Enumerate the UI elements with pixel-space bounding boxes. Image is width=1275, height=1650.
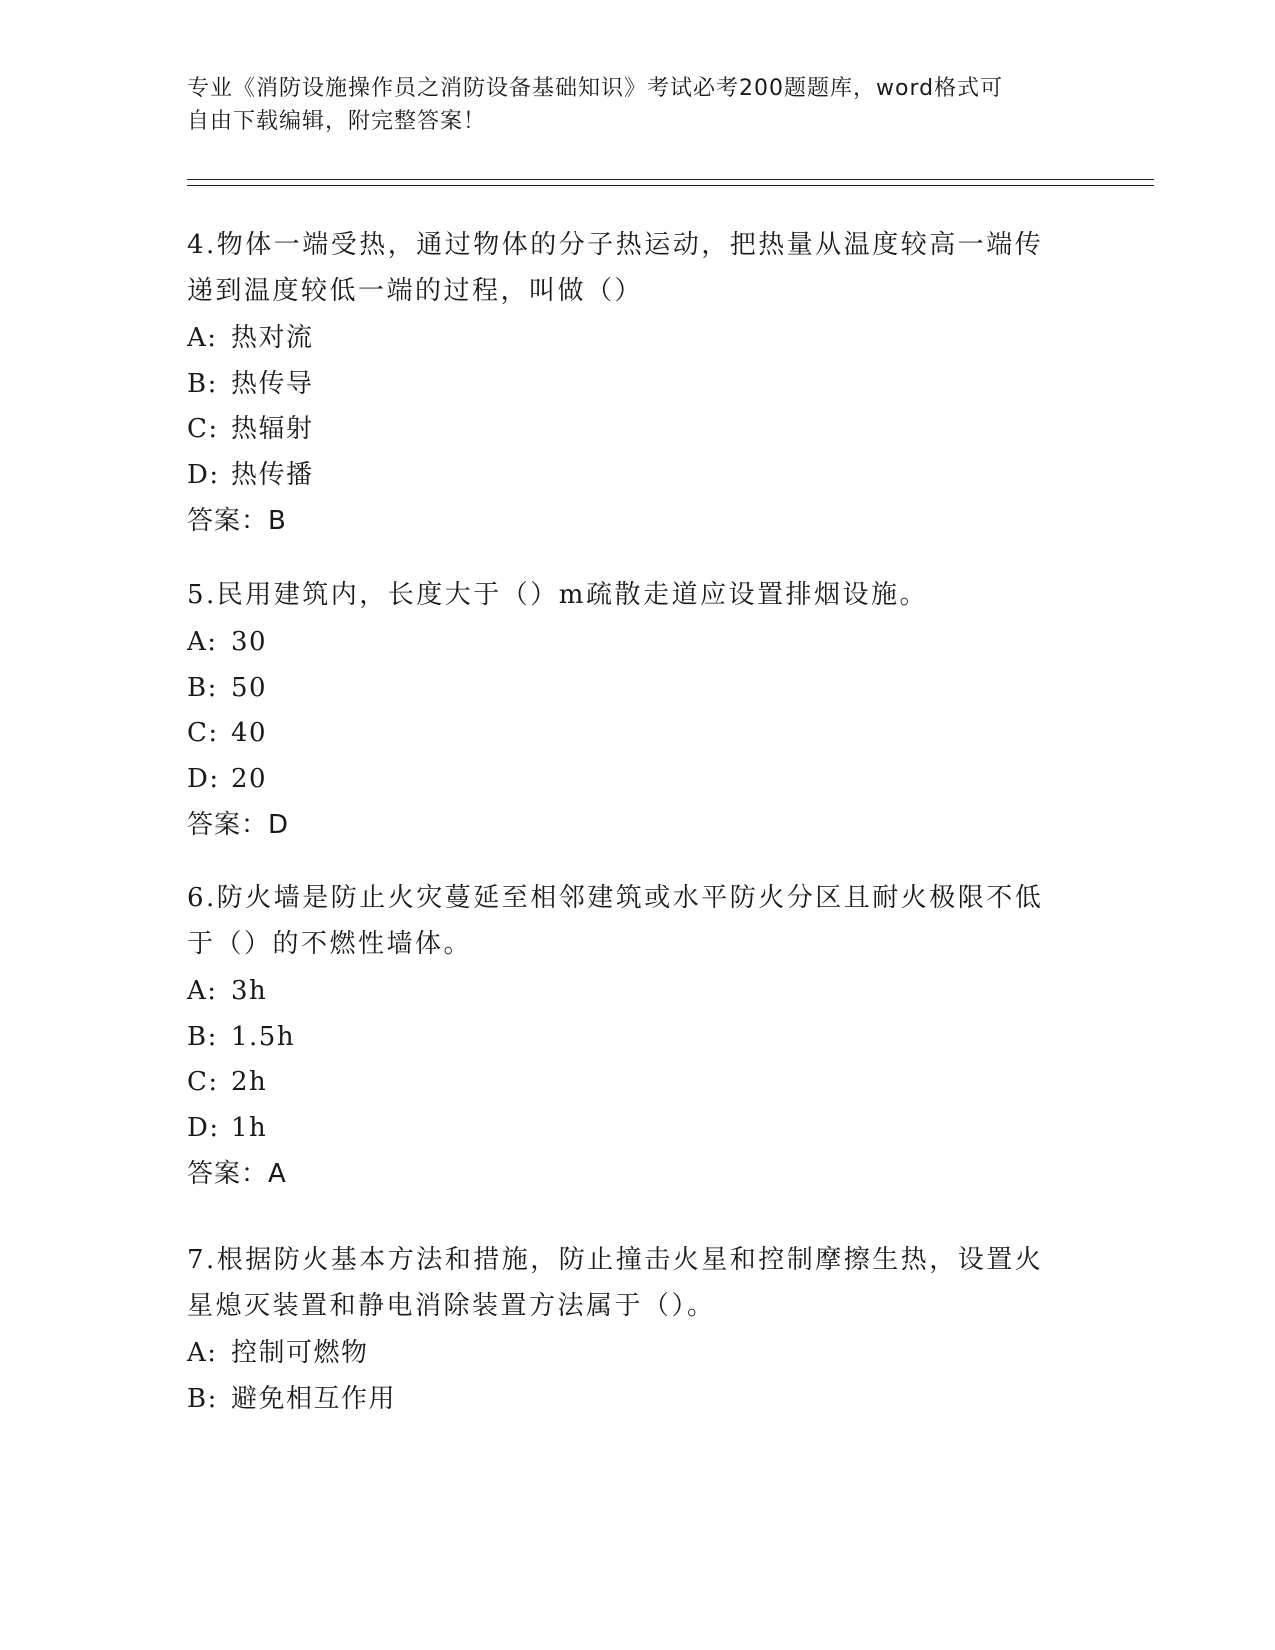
option-text: 热辐射	[231, 414, 314, 444]
option-b	[187, 1377, 1067, 1423]
option-label: B:	[187, 672, 218, 703]
option-text: 热对流	[231, 323, 314, 353]
option-label: B:	[187, 1383, 218, 1414]
option-d	[187, 453, 1067, 499]
question-stem-line: 递到温度较低一端的过程，叫做（）	[187, 276, 644, 306]
option-text: 控制可燃物	[231, 1338, 369, 1368]
option-text: 2h	[231, 1067, 268, 1097]
question-stem	[187, 222, 1067, 314]
option-text: 50	[231, 672, 268, 703]
question-4	[187, 222, 1067, 544]
header-divider-top	[187, 179, 1154, 180]
option-d	[187, 1106, 1067, 1152]
option-text: 1.5h	[231, 1021, 296, 1052]
option-text: 避免相互作用	[231, 1383, 397, 1414]
question-stem	[187, 1237, 1067, 1329]
option-a	[187, 969, 1067, 1015]
option-b	[187, 362, 1067, 408]
question-stem	[187, 572, 1067, 618]
option-text: 20	[231, 763, 268, 794]
question-stem-line: 6.防火墙是防止火灾蔓延至相邻建筑或水平防火分区且耐火极限不低	[187, 883, 1044, 913]
option-text: 1h	[231, 1112, 268, 1143]
option-a	[187, 316, 1067, 362]
option-label: C:	[187, 414, 219, 444]
header-divider-bottom	[187, 185, 1154, 186]
option-d	[187, 757, 1067, 803]
option-a	[187, 1331, 1067, 1377]
option-label: A:	[187, 627, 218, 657]
answer: 答案：D	[187, 810, 290, 840]
option-text: 3h	[231, 976, 268, 1006]
header-line-1: 专业《消防设施操作员之消防设备基础知识》考试必考200题题库，word格式可	[187, 76, 1004, 101]
document-header	[187, 72, 1067, 138]
option-label: D:	[187, 763, 220, 794]
question-stem-line: 4.物体一端受热，通过物体的分子热运动，把热量从温度较高一端传	[187, 230, 1044, 260]
option-a	[187, 620, 1067, 666]
option-label: A:	[187, 323, 218, 353]
option-label: C:	[187, 718, 219, 748]
question-stem	[187, 875, 1067, 967]
option-text: 热传导	[231, 368, 314, 399]
option-label: B:	[187, 1021, 218, 1052]
header-line-2: 自由下载编辑，附完整答案！	[187, 109, 487, 134]
answer: 答案：B	[187, 506, 287, 536]
option-text: 热传播	[231, 459, 314, 490]
option-label: D:	[187, 459, 220, 490]
option-label: A:	[187, 976, 218, 1006]
answer: 答案：A	[187, 1159, 287, 1189]
question-stem-line: 于（）的不燃性墙体。	[187, 929, 473, 959]
question-7	[187, 1237, 1067, 1422]
question-stem-line: 7.根据防火基本方法和措施，防止撞击火星和控制摩擦生热，设置火	[187, 1245, 1044, 1275]
question-5	[187, 572, 1067, 848]
option-c	[187, 1060, 1067, 1106]
question-6	[187, 875, 1067, 1197]
option-c	[187, 407, 1067, 453]
option-b	[187, 666, 1067, 712]
option-label: B:	[187, 368, 218, 399]
option-label: A:	[187, 1338, 218, 1368]
option-text: 40	[231, 718, 268, 748]
option-b	[187, 1015, 1067, 1061]
option-c	[187, 711, 1067, 757]
option-label: D:	[187, 1112, 220, 1143]
question-stem-line: 星熄灭装置和静电消除装置方法属于（）。	[187, 1291, 716, 1321]
option-text: 30	[231, 627, 268, 657]
option-label: C:	[187, 1067, 219, 1097]
question-stem-line: 5.民用建筑内，长度大于（）m疏散走道应设置排烟设施。	[187, 580, 928, 610]
